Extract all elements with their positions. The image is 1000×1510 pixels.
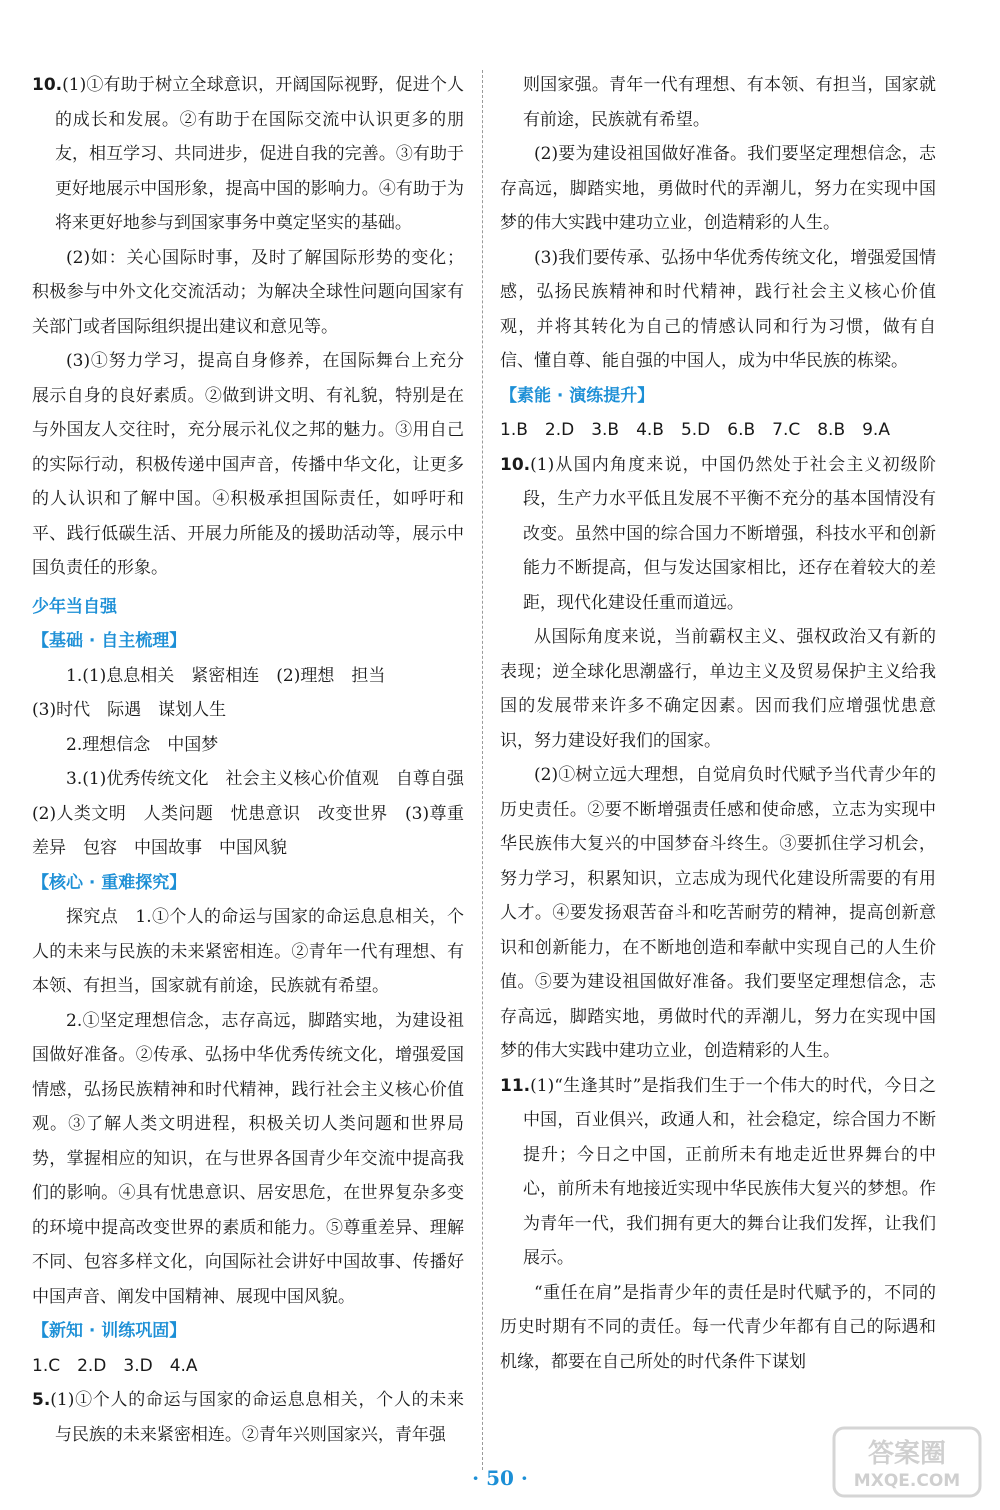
subsection-hexin-title: 【核心 · 重难探究】 xyxy=(32,872,187,893)
xinzhi-answers: 1.C 2.D 3.D 4.A xyxy=(32,1355,198,1376)
question-10-part-2: (2)如：关心国际时事，及时了解国际形势的变化；积极参与中外文化交流活动；为解决全球性问题向国家有关部门或者国际组织提出建议和意见等。 xyxy=(32,247,464,337)
page-number: · 50 · xyxy=(472,1466,528,1490)
column-divider xyxy=(482,70,483,1470)
question-10-right-part-1: 10.(1)从国内角度来说，中国仍然处于社会主义初级阶段，生产力水平低且发展不平衡不充分的基本国情没有改变。虽然中国的综合国力不断增强，科技水平和创新能力不断提高，但与发达国家相比，还存在着较大的差距，现代化建设任重而道远。 xyxy=(500,454,936,613)
watermark-logo xyxy=(832,1426,982,1498)
subsection-xinzhi-title: 【新知 · 训练巩固】 xyxy=(32,1321,187,1341)
suneng-answers: 1.B 2.D 3.B 4.B 5.D 6.B 7.C 8.B 9.A xyxy=(500,420,890,440)
subsection-suneng-title: 【素能 · 演练提升】 xyxy=(500,385,655,406)
question-5-part-2: (2)要为建设祖国做好准备。我们要坚定理想信念，志存高远，脚踏实地，勇做时代的弄潮儿，努力在实现中国梦的伟大实践中建功立业，创造精彩的人生。 xyxy=(500,144,936,233)
question-10-part-3: (3)①努力学习，提高自身修养，在国际舞台上充分展示自身的良好素质。②做到讲文明、有礼貌，特别是在与外国友人交往时，充分展示礼仪之邦的魅力。③用自己的实际行动，积极传递中国声音，传播中华文化，让更多的人认识和了解中国。④积极承担国际责任，如呼吁和平、践行低碳生活、开展力所能及的援助活动等，展示中国负责任的形象。 xyxy=(32,351,464,578)
question-5-part-3: (3)我们要传承、弘扬中华优秀传统文化，增强爱国情感，弘扬民族精神和时代精神，践行社会主义核心价值观，并将其转化为自己的情感认同和行为习惯，做有自信、懂自尊、能自强的中国人，成为中华民族的栋梁。 xyxy=(500,247,936,371)
question-11-part-2: “重任在肩”是指青少年的责任是时代赋予的，不同的历史时期有不同的责任。每一代青少年都有自己的际遇和机缘，都要在自己所处的时代条件下谋划 xyxy=(500,1282,936,1372)
watermark-line-2: MXQE.COM xyxy=(853,1471,961,1491)
subsection-jichu-title: 【基础 · 自主梳理】 xyxy=(32,631,187,651)
question-11-part-1: 11.(1)“生逢其时”是指我们生于一个伟大的时代，今日之中国，百业俱兴，政通人和，社会稳定，综合国力不断提升；今日之中国，正前所未有地走近世界舞台的中心，前所未有地接近实现中华民族伟大复兴的梦想。作为青年一代，我们拥有更大的舞台让我们发挥，让我们展示。 xyxy=(500,1075,936,1268)
jichu-line-1b: (3)时代 际遇 谋划人生 xyxy=(32,700,227,720)
question-10-part-1: 10.(1)①有助于树立全球意识，开阔国际视野，促进个人的成长和发展。②有助于在国际交流中认识更多的朋友，相互学习、共同进步，促进自我的完善。③有助于更好地展示中国形象，提高中国的影响力。④有助于为将来更好地参与到国家事务中奠定坚实的基础。 xyxy=(32,75,464,233)
jichu-line-2: 2.理想信念 中国梦 xyxy=(66,734,219,755)
jichu-line-3: 3.(1)优秀传统文化 社会主义核心价值观 自尊自强 (2)人类文明 人类问题 忧患意识 改变世界 (3)尊重差异 包容 中国故事 中国风貌 xyxy=(32,769,481,858)
question-5-continued: 则国家强。青年一代有理想、有本领、有担当，国家就有前途，民族就有希望。 xyxy=(522,75,936,130)
right-column xyxy=(500,68,936,1379)
question-5: 5.(1)①个人的命运与国家的命运息息相关，个人的未来与民族的未来紧密相连。②青年兴则国家兴，青年强 xyxy=(32,1390,464,1445)
section-title: 少年当自强 xyxy=(32,596,117,617)
jichu-line-1: 1.(1)息息相关 紧密相连 (2)理想 担当 xyxy=(66,665,386,686)
watermark-line-1: 答案圈 xyxy=(867,1439,947,1469)
left-column xyxy=(32,68,481,1452)
question-10-right-part-3: (2)①树立远大理想，自觉肩负时代赋予当代青少年的历史责任。②要不断增强责任感和使命感，立志为实现中华民族伟大复兴的中国梦奋斗终生。③要抓住学习机会，努力学习，积累知识，立志成为现代化建设所需要的有用人才。④要发扬艰苦奋斗和吃苦耐劳的精神，提高创新意识和创新能力，在不断地创造和奉献中实现自己的人生价值。⑤要为建设祖国做好准备。我们要坚定理想信念，志存高远，脚踏实地，勇做时代的弄潮儿，努力在实现中国梦的伟大实践中建功立业，创造精彩的人生。 xyxy=(500,765,936,1061)
hexin-point-2: 2.①坚定理想信念，志存高远，脚踏实地，为建设祖国做好准备。②传承、弘扬中华优秀传统文化，增强爱国情感，弘扬民族精神和时代精神，践行社会主义核心价值观。③了解人类文明进程，积极关切人类问题和世界局势，掌握相应的知识，在与世界各国青少年交流中提高我们的影响。④具有忧患意识、居安思危，在世界复杂多变的环境中提高改变世界的素质和能力。⑤尊重差异、理解不同、包容多样文化，向国际社会讲好中国故事、传播好中国声音、阐发中国精神、展现中国风貌。 xyxy=(32,1010,464,1307)
hexin-point-1: 探究点 1.①个人的命运与国家的命运息息相关，个人的未来与民族的未来紧密相连。②青年一代有理想、有本领、有担当，国家就有前途，民族就有希望。 xyxy=(32,907,464,996)
question-10-right-part-2: 从国际角度来说，当前霸权主义、强权政治又有新的表现；逆全球化思潮盛行，单边主义及贸易保护主义给我国的发展带来许多不确定因素。因而我们应增强忧患意识，努力建设好我们的国家。 xyxy=(500,627,936,751)
